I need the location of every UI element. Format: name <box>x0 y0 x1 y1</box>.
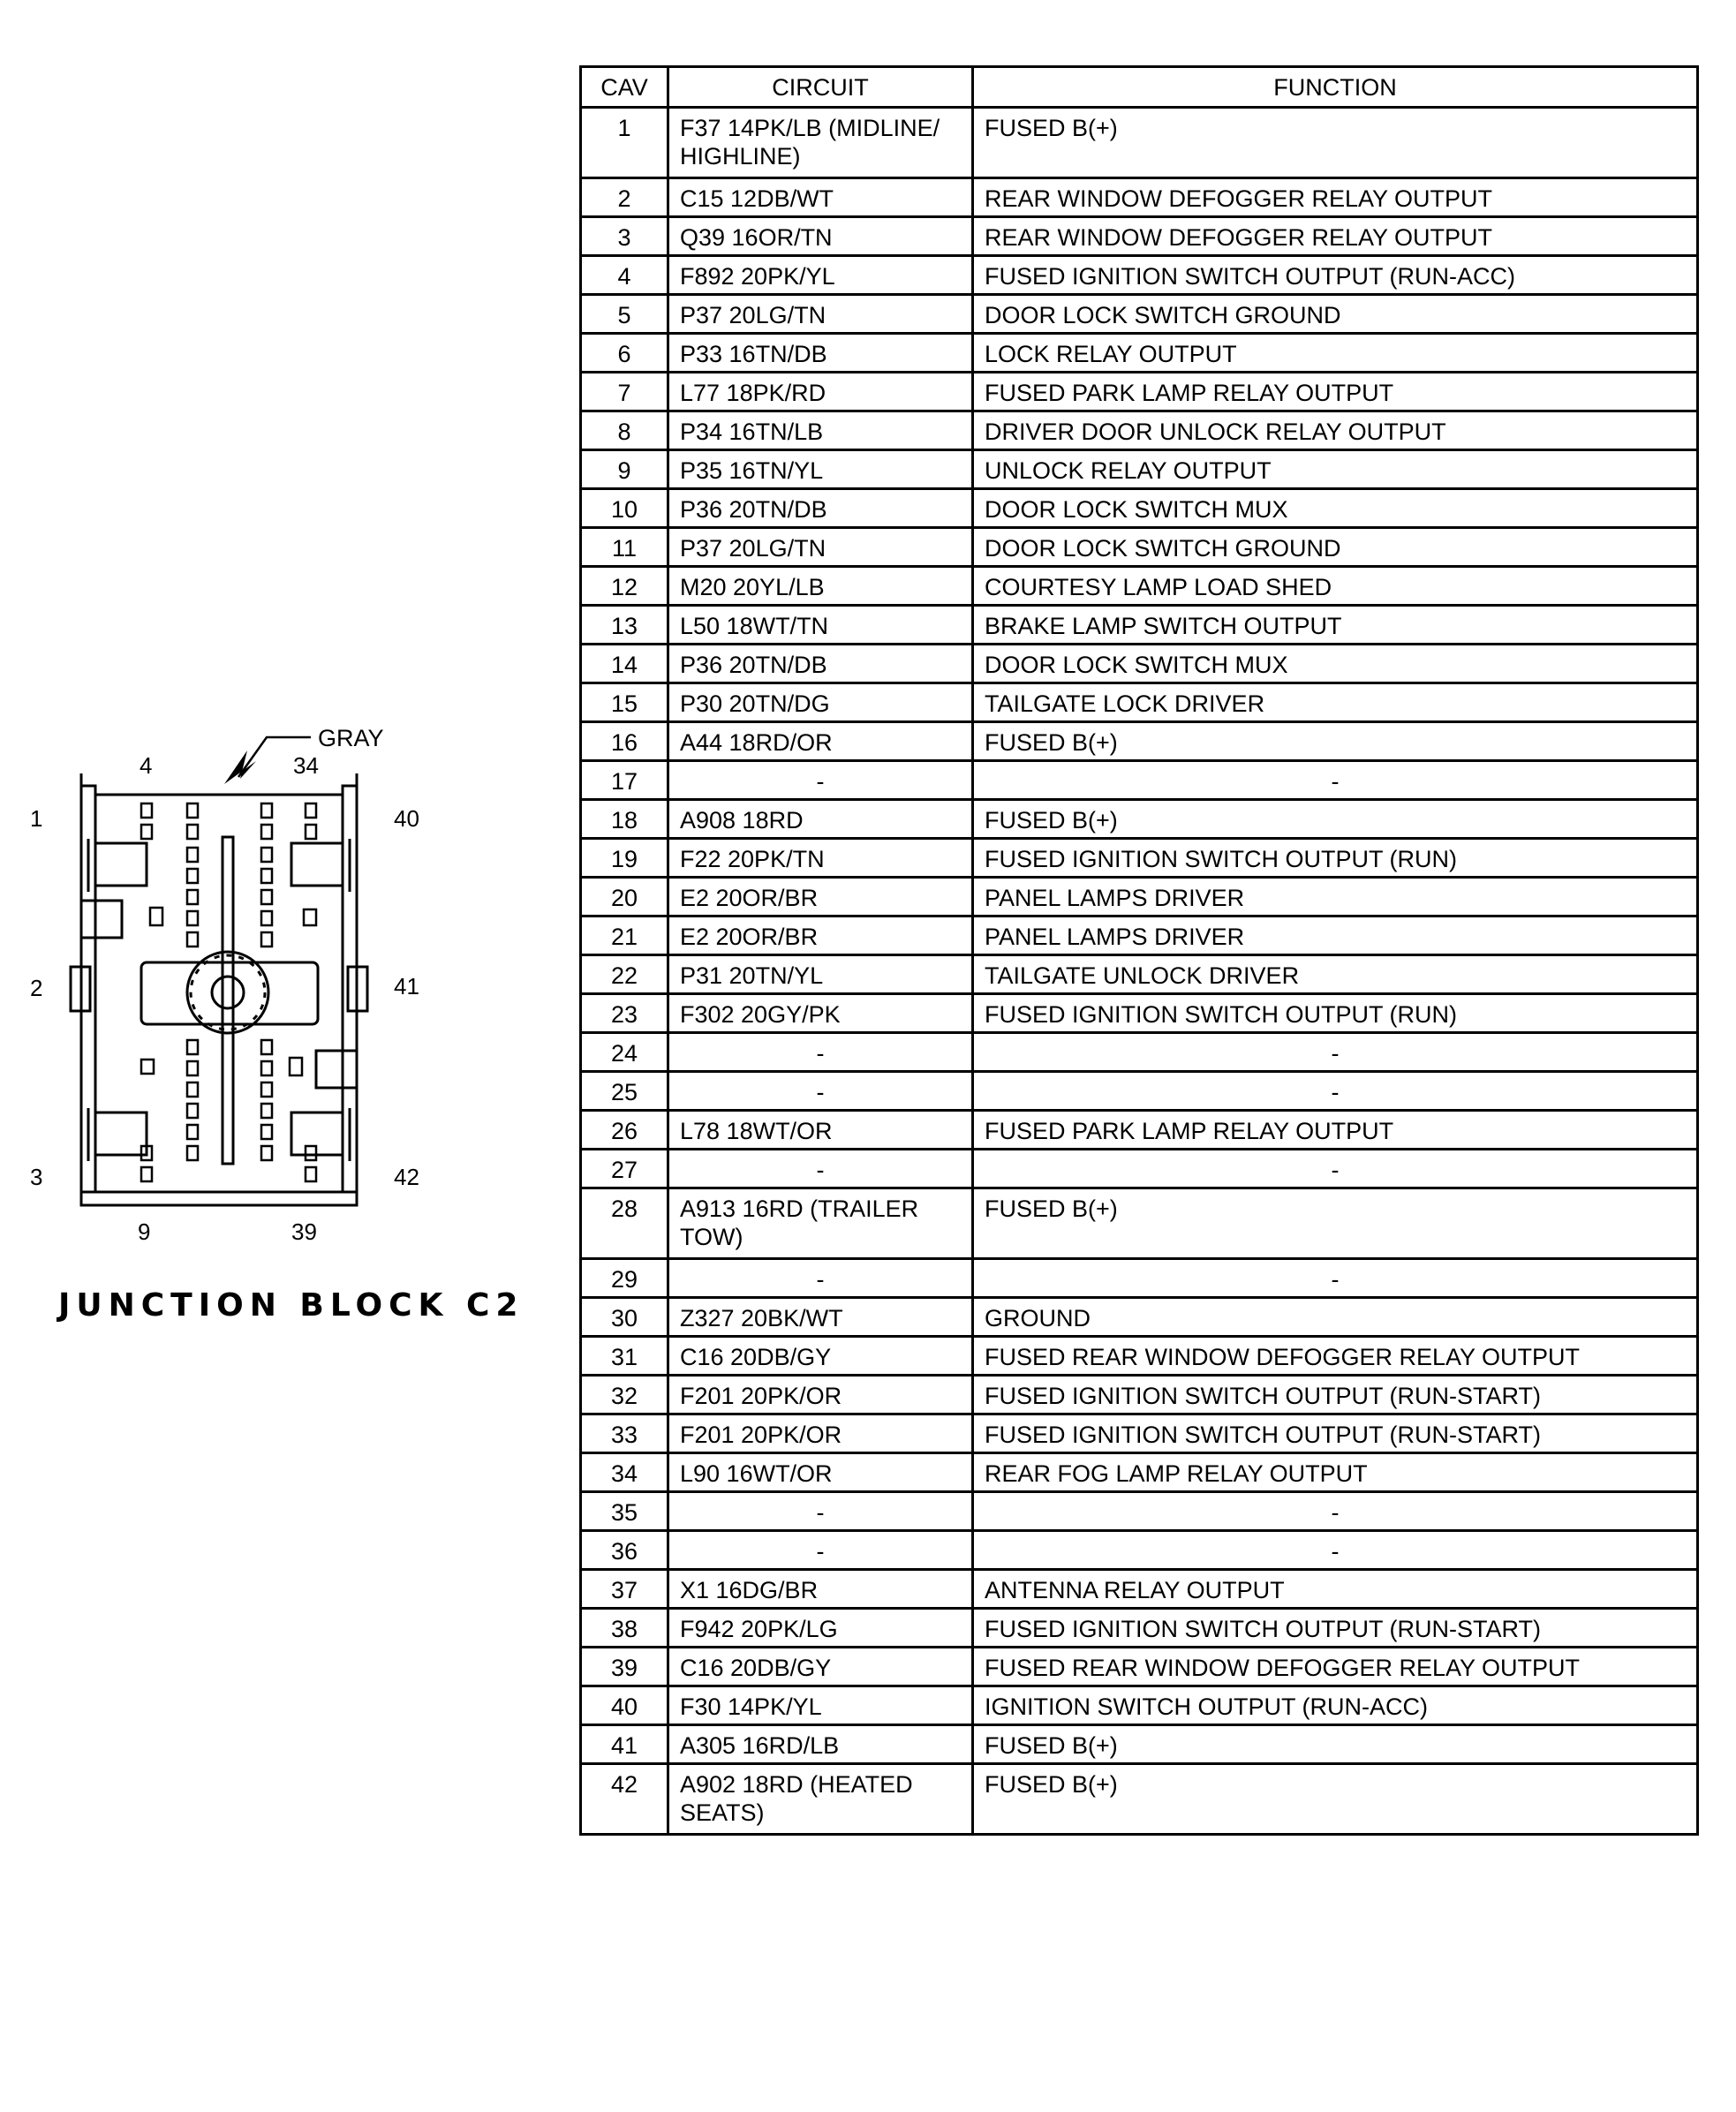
circuit-cell: M20 20YL/LB <box>668 567 973 606</box>
table-header-row <box>581 67 1698 108</box>
connector-diagram <box>0 689 459 1254</box>
circuit-cell: A44 18RD/OR <box>668 722 973 761</box>
pin-labels <box>30 752 419 1245</box>
cav-cell: 32 <box>581 1376 668 1414</box>
circuit-cell: F30 14PK/YL <box>668 1686 973 1725</box>
circuit-cell: - <box>668 1531 973 1570</box>
table-row <box>581 411 1698 450</box>
function-cell: FUSED REAR WINDOW DEFOGGER RELAY OUTPUT <box>973 1648 1698 1686</box>
table-row <box>581 722 1698 761</box>
circuit-cell: C15 12DB/WT <box>668 178 973 217</box>
table-row <box>581 178 1698 217</box>
cav-cell: 18 <box>581 800 668 839</box>
cav-cell: 19 <box>581 839 668 878</box>
pin-label-41: 41 <box>394 973 419 999</box>
function-cell: DOOR LOCK SWITCH MUX <box>973 645 1698 683</box>
pin-label-2: 2 <box>30 975 43 1001</box>
cav-cell: 33 <box>581 1414 668 1453</box>
cav-cell: 29 <box>581 1259 668 1298</box>
circuit-cell: P37 20LG/TN <box>668 295 973 334</box>
function-cell: - <box>973 1259 1698 1298</box>
circuit-cell: - <box>668 761 973 800</box>
cav-cell: 25 <box>581 1072 668 1111</box>
function-cell: FUSED IGNITION SWITCH OUTPUT (RUN-ACC) <box>973 256 1698 295</box>
function-cell: REAR WINDOW DEFOGGER RELAY OUTPUT <box>973 178 1698 217</box>
table-row <box>581 1414 1698 1453</box>
table-row <box>581 1492 1698 1531</box>
header-function: FUNCTION <box>973 67 1698 108</box>
function-cell: FUSED B(+) <box>973 800 1698 839</box>
function-cell: - <box>973 1531 1698 1570</box>
circuit-cell: P30 20TN/DG <box>668 683 973 722</box>
cav-cell: 39 <box>581 1648 668 1686</box>
circuit-cell: F942 20PK/LG <box>668 1609 973 1648</box>
table-row <box>581 1764 1698 1835</box>
function-cell: FUSED REAR WINDOW DEFOGGER RELAY OUTPUT <box>973 1337 1698 1376</box>
circuit-cell: F22 20PK/TN <box>668 839 973 878</box>
table-row <box>581 1337 1698 1376</box>
cav-cell: 13 <box>581 606 668 645</box>
pin-label-9: 9 <box>138 1218 151 1245</box>
circuit-cell: L78 18WT/OR <box>668 1111 973 1150</box>
function-cell: FUSED IGNITION SWITCH OUTPUT (RUN-START) <box>973 1609 1698 1648</box>
function-cell: FUSED IGNITION SWITCH OUTPUT (RUN) <box>973 839 1698 878</box>
pin-label-39: 39 <box>291 1218 317 1245</box>
callout-arrow <box>224 751 256 784</box>
table-row <box>581 1150 1698 1188</box>
pin-label-34: 34 <box>293 752 319 779</box>
function-cell: FUSED B(+) <box>973 1188 1698 1259</box>
function-cell: FUSED IGNITION SWITCH OUTPUT (RUN-START) <box>973 1414 1698 1453</box>
function-cell: BRAKE LAMP SWITCH OUTPUT <box>973 606 1698 645</box>
circuit-cell: X1 16DG/BR <box>668 1570 973 1609</box>
cav-cell: 20 <box>581 878 668 916</box>
function-cell: LOCK RELAY OUTPUT <box>973 334 1698 373</box>
table-row <box>581 528 1698 567</box>
table-row <box>581 450 1698 489</box>
function-cell: - <box>973 1072 1698 1111</box>
function-cell: FUSED IGNITION SWITCH OUTPUT (RUN-START) <box>973 1376 1698 1414</box>
function-cell: PANEL LAMPS DRIVER <box>973 916 1698 955</box>
circuit-cell: L77 18PK/RD <box>668 373 973 411</box>
function-cell: COURTESY LAMP LOAD SHED <box>973 567 1698 606</box>
circuit-cell: P33 16TN/DB <box>668 334 973 373</box>
cav-cell: 36 <box>581 1531 668 1570</box>
table-row <box>581 217 1698 256</box>
cav-cell: 24 <box>581 1033 668 1072</box>
diagram-caption: JUNCTION BLOCK C2 <box>58 1287 525 1324</box>
circuit-cell: A305 16RD/LB <box>668 1725 973 1764</box>
circuit-cell: - <box>668 1259 973 1298</box>
circuit-cell: L50 18WT/TN <box>668 606 973 645</box>
cav-cell: 22 <box>581 955 668 994</box>
table-row <box>581 839 1698 878</box>
cav-cell: 5 <box>581 295 668 334</box>
cav-cell: 37 <box>581 1570 668 1609</box>
function-cell: FUSED PARK LAMP RELAY OUTPUT <box>973 1111 1698 1150</box>
table-row <box>581 1111 1698 1150</box>
table-row <box>581 1033 1698 1072</box>
circuit-cell: - <box>668 1072 973 1111</box>
circuit-cell: P31 20TN/YL <box>668 955 973 994</box>
cav-cell: 4 <box>581 256 668 295</box>
function-cell: FUSED B(+) <box>973 108 1698 178</box>
table-row <box>581 1072 1698 1111</box>
table-row <box>581 334 1698 373</box>
circuit-cell: A908 18RD <box>668 800 973 839</box>
cav-cell: 6 <box>581 334 668 373</box>
table-row <box>581 606 1698 645</box>
cav-cell: 11 <box>581 528 668 567</box>
function-cell: FUSED PARK LAMP RELAY OUTPUT <box>973 373 1698 411</box>
cav-cell: 7 <box>581 373 668 411</box>
pin-label-1: 1 <box>30 805 43 832</box>
function-cell: - <box>973 761 1698 800</box>
function-cell: FUSED B(+) <box>973 1764 1698 1835</box>
cav-cell: 40 <box>581 1686 668 1725</box>
table-row <box>581 489 1698 528</box>
circuit-cell: P36 20TN/DB <box>668 489 973 528</box>
cav-cell: 41 <box>581 1725 668 1764</box>
table-row <box>581 1648 1698 1686</box>
table-row <box>581 1725 1698 1764</box>
circuit-cell: Q39 16OR/TN <box>668 217 973 256</box>
table-row <box>581 878 1698 916</box>
function-cell: DRIVER DOOR UNLOCK RELAY OUTPUT <box>973 411 1698 450</box>
table-row <box>581 567 1698 606</box>
circuit-cell: C16 20DB/GY <box>668 1648 973 1686</box>
circuit-cell: Z327 20BK/WT <box>668 1298 973 1337</box>
circuit-cell: E2 20OR/BR <box>668 878 973 916</box>
header-circuit: CIRCUIT <box>668 67 973 108</box>
circuit-cell: - <box>668 1033 973 1072</box>
table-row <box>581 1259 1698 1298</box>
function-cell: GROUND <box>973 1298 1698 1337</box>
circuit-cell: F37 14PK/LB (MIDLINE/ HIGHLINE) <box>668 108 973 178</box>
cav-cell: 15 <box>581 683 668 722</box>
circuit-cell: F201 20PK/OR <box>668 1414 973 1453</box>
function-cell: DOOR LOCK SWITCH GROUND <box>973 528 1698 567</box>
table-row <box>581 994 1698 1033</box>
cav-cell: 30 <box>581 1298 668 1337</box>
cav-cell: 10 <box>581 489 668 528</box>
pin-label-40: 40 <box>394 805 419 832</box>
pin-label-4: 4 <box>140 752 153 779</box>
table-row <box>581 1453 1698 1492</box>
circuit-cell: F302 20GY/PK <box>668 994 973 1033</box>
cav-cell: 12 <box>581 567 668 606</box>
circuit-cell: P35 16TN/YL <box>668 450 973 489</box>
table-row <box>581 373 1698 411</box>
function-cell: DOOR LOCK SWITCH GROUND <box>973 295 1698 334</box>
circuit-cell: A902 18RD (HEATED SEATS) <box>668 1764 973 1835</box>
table-row <box>581 1298 1698 1337</box>
function-cell: - <box>973 1150 1698 1188</box>
cav-cell: 8 <box>581 411 668 450</box>
cav-cell: 16 <box>581 722 668 761</box>
circuit-cell: F892 20PK/YL <box>668 256 973 295</box>
cav-cell: 23 <box>581 994 668 1033</box>
function-cell: REAR WINDOW DEFOGGER RELAY OUTPUT <box>973 217 1698 256</box>
pin-label-3: 3 <box>30 1164 43 1190</box>
circuit-cell: P34 16TN/LB <box>668 411 973 450</box>
cav-cell: 14 <box>581 645 668 683</box>
cav-cell: 31 <box>581 1337 668 1376</box>
function-cell: TAILGATE LOCK DRIVER <box>973 683 1698 722</box>
table-row <box>581 800 1698 839</box>
circuit-cell: E2 20OR/BR <box>668 916 973 955</box>
cav-cell: 17 <box>581 761 668 800</box>
function-cell: IGNITION SWITCH OUTPUT (RUN-ACC) <box>973 1686 1698 1725</box>
function-cell: PANEL LAMPS DRIVER <box>973 878 1698 916</box>
circuit-cell: L90 16WT/OR <box>668 1453 973 1492</box>
circuit-cell: F201 20PK/OR <box>668 1376 973 1414</box>
table-row <box>581 761 1698 800</box>
cav-cell: 3 <box>581 217 668 256</box>
table-row <box>581 1570 1698 1609</box>
table-body <box>581 108 1698 1835</box>
table-row <box>581 955 1698 994</box>
circuit-cell: P36 20TN/DB <box>668 645 973 683</box>
cav-cell: 35 <box>581 1492 668 1531</box>
table-row <box>581 1188 1698 1259</box>
table-row <box>581 1686 1698 1725</box>
function-cell: FUSED B(+) <box>973 722 1698 761</box>
function-cell: - <box>973 1033 1698 1072</box>
table-row <box>581 1609 1698 1648</box>
table-row <box>581 108 1698 178</box>
header-cav: CAV <box>581 67 668 108</box>
circuit-cell: - <box>668 1492 973 1531</box>
circuit-cell: - <box>668 1150 973 1188</box>
function-cell: - <box>973 1492 1698 1531</box>
cav-cell: 1 <box>581 108 668 178</box>
function-cell: ANTENNA RELAY OUTPUT <box>973 1570 1698 1609</box>
color-label: GRAY <box>318 725 384 751</box>
cav-cell: 42 <box>581 1764 668 1835</box>
function-cell: REAR FOG LAMP RELAY OUTPUT <box>973 1453 1698 1492</box>
cav-cell: 9 <box>581 450 668 489</box>
table-row <box>581 295 1698 334</box>
function-cell: FUSED B(+) <box>973 1725 1698 1764</box>
cav-cell: 27 <box>581 1150 668 1188</box>
table-row <box>581 1531 1698 1570</box>
cav-cell: 26 <box>581 1111 668 1150</box>
table-row <box>581 1376 1698 1414</box>
cav-cell: 2 <box>581 178 668 217</box>
table-row <box>581 916 1698 955</box>
cav-cell: 21 <box>581 916 668 955</box>
table-row <box>581 256 1698 295</box>
cav-cell: 34 <box>581 1453 668 1492</box>
cav-cell: 38 <box>581 1609 668 1648</box>
function-cell: TAILGATE UNLOCK DRIVER <box>973 955 1698 994</box>
circuit-cell: A913 16RD (TRAILER TOW) <box>668 1188 973 1259</box>
function-cell: UNLOCK RELAY OUTPUT <box>973 450 1698 489</box>
function-cell: FUSED IGNITION SWITCH OUTPUT (RUN) <box>973 994 1698 1033</box>
table-row <box>581 645 1698 683</box>
circuit-cell: P37 20LG/TN <box>668 528 973 567</box>
pinout-table <box>579 65 1699 1836</box>
table-row <box>581 683 1698 722</box>
circuit-cell: C16 20DB/GY <box>668 1337 973 1376</box>
cav-cell: 28 <box>581 1188 668 1259</box>
function-cell: DOOR LOCK SWITCH MUX <box>973 489 1698 528</box>
pin-label-42: 42 <box>394 1164 419 1190</box>
